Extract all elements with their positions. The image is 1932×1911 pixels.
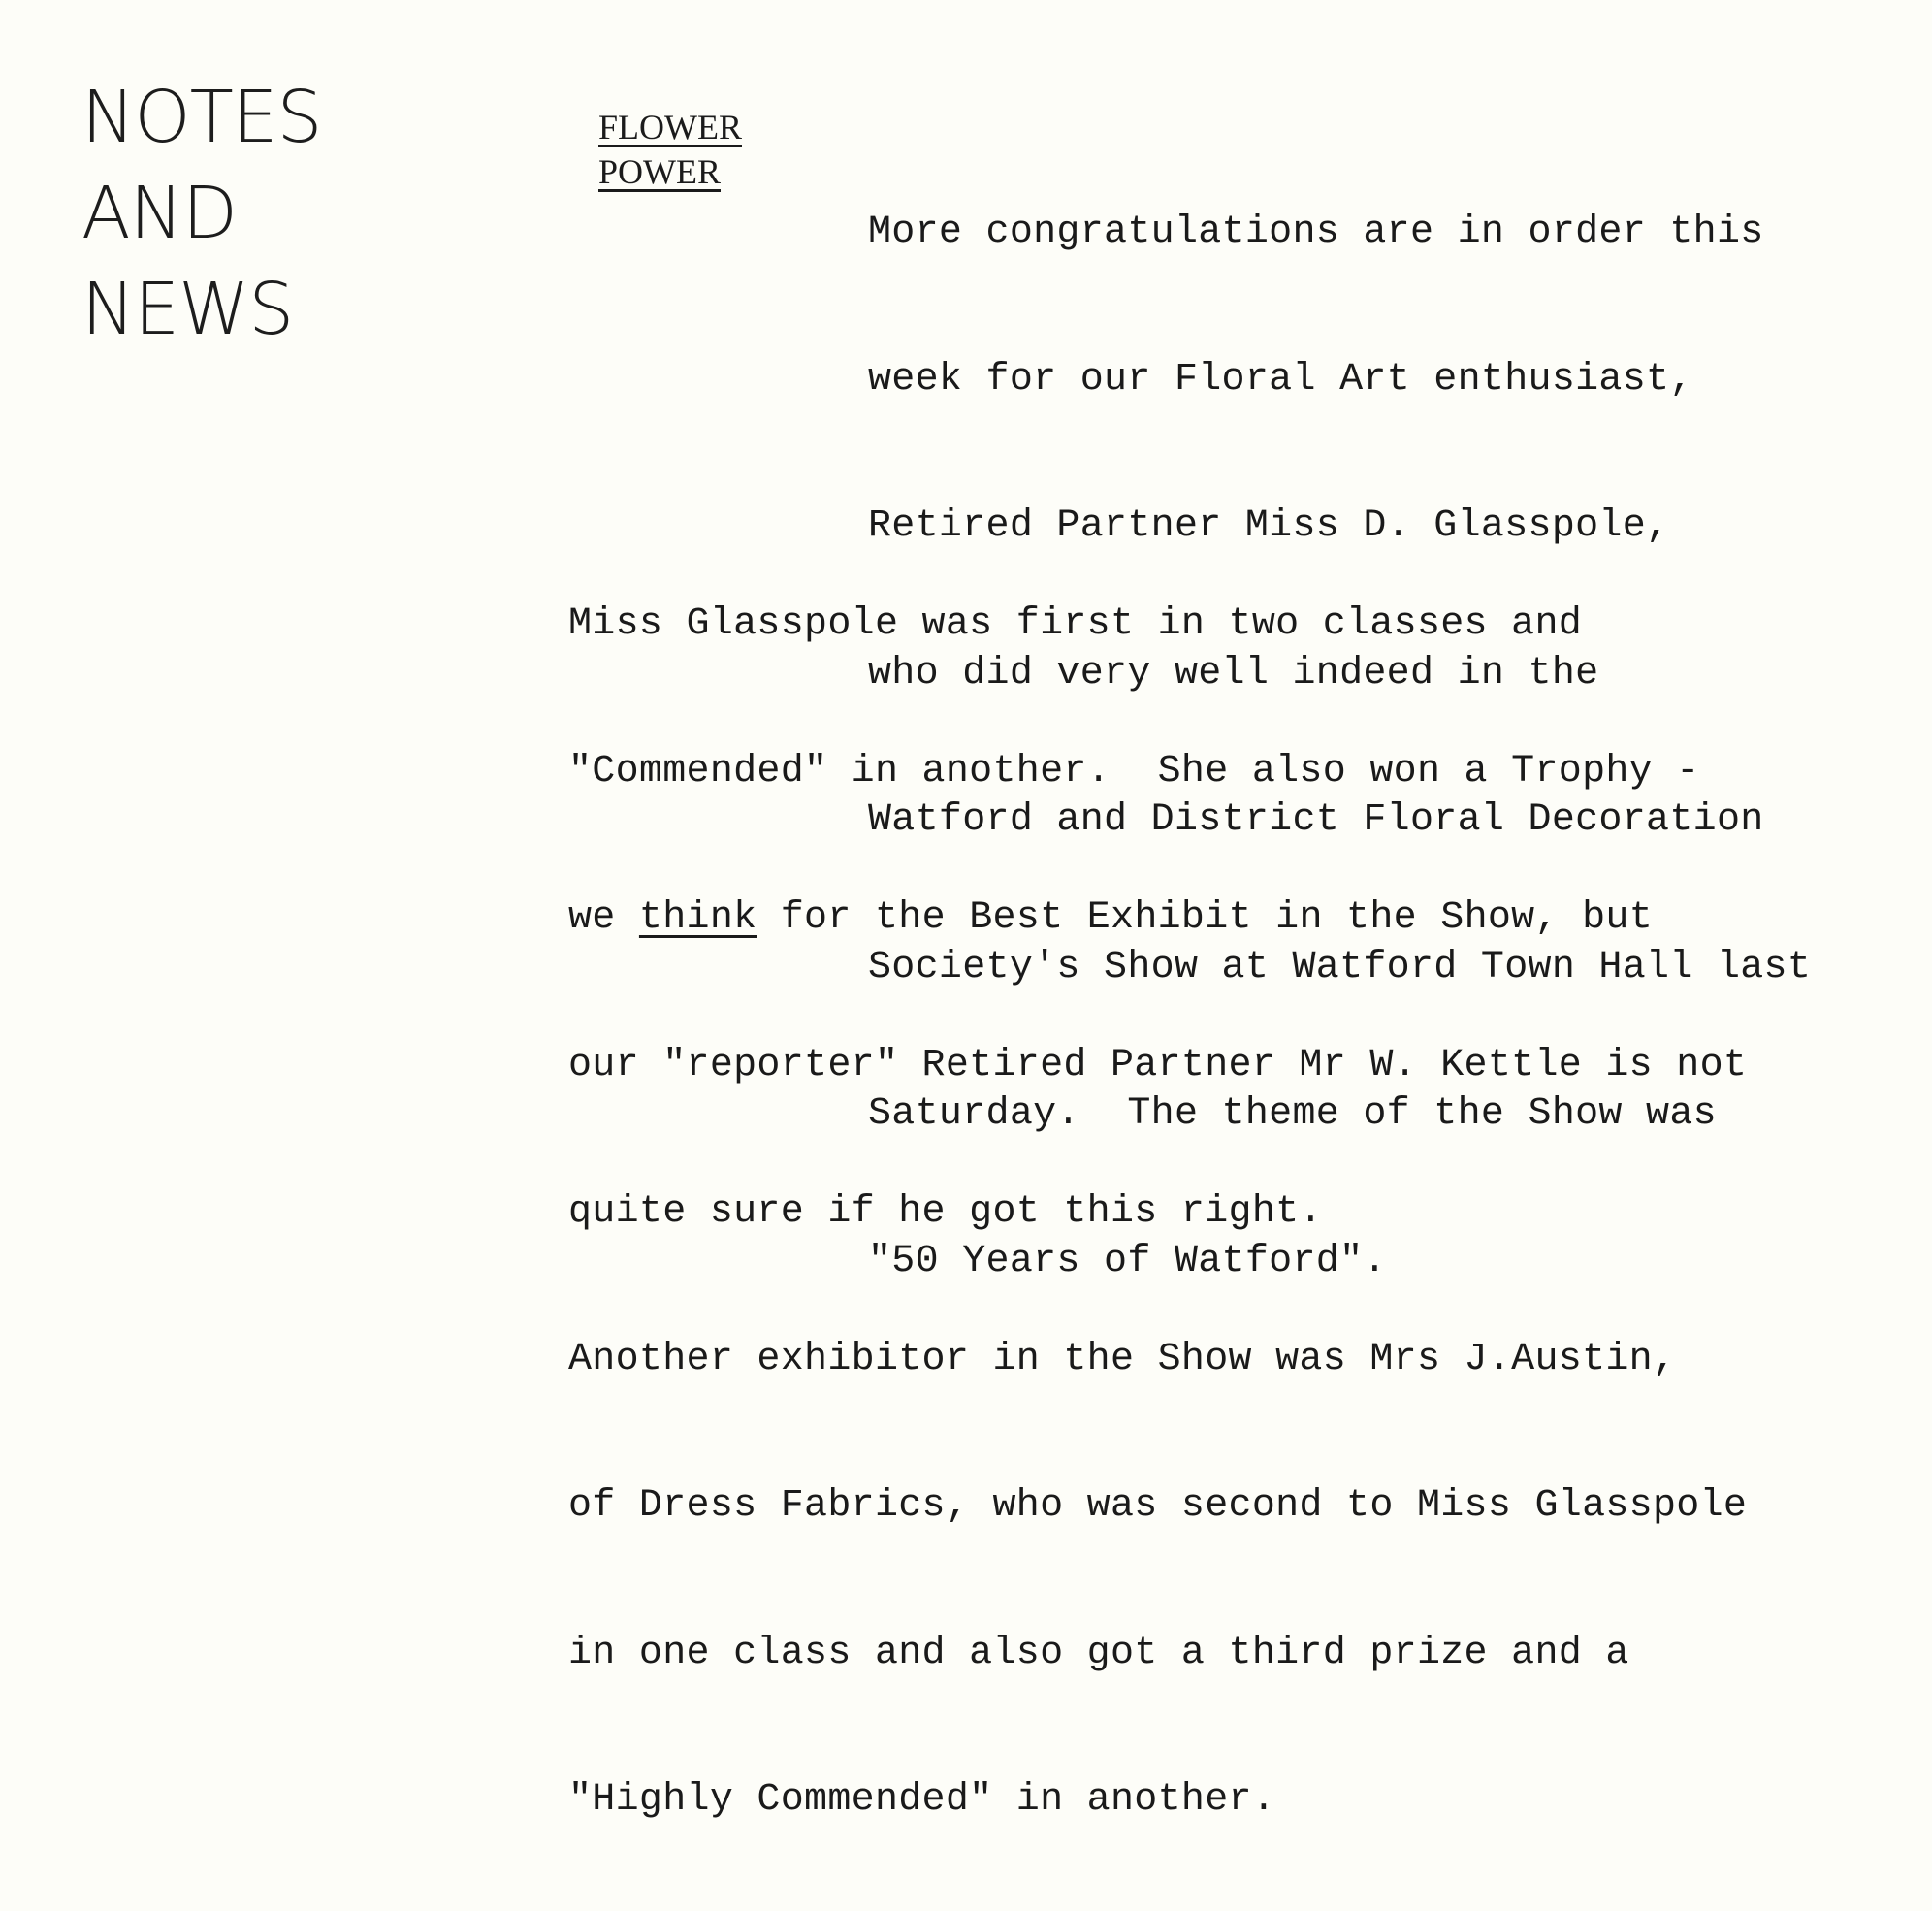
- text-line: [568, 894, 1747, 944]
- text-line: "50 Years of Watford".: [868, 1239, 1387, 1283]
- text-line: Retired Partner Miss D. Glasspole,: [868, 504, 1670, 548]
- text-line: quite sure if he got this right.: [568, 1190, 1323, 1234]
- headline-line: FLOWER: [598, 108, 742, 146]
- text-line: week for our Floral Art enthusiast,: [868, 357, 1693, 402]
- text-line: who did very well indeed in the: [868, 651, 1599, 696]
- emphasized-word: think: [638, 896, 757, 940]
- article-body: [568, 502, 1747, 1911]
- text-line: "Highly Commended" in another.: [568, 1778, 1276, 1822]
- section-title-line: NEWS: [81, 268, 294, 351]
- text-line: Saturday. The theme of the Show was: [868, 1092, 1717, 1136]
- section-title-line: AND: [81, 172, 237, 255]
- text-line: Watford and District Floral Decoration: [868, 798, 1764, 842]
- text-line: "Commended" in another. She also won a Trophy -: [568, 749, 1700, 794]
- article-headline: [598, 105, 742, 194]
- section-title-line: NOTES: [81, 76, 322, 159]
- text-line: our "reporter" Retired Partner Mr W. Kettle is not: [568, 1043, 1748, 1087]
- text-line: Miss Glasspole was first in two classes and: [568, 602, 1583, 646]
- text-fragment: we: [568, 896, 639, 940]
- text-line: of Dress Fabrics, who was second to Miss Glasspole: [568, 1484, 1748, 1528]
- headline-line: POWER: [598, 152, 721, 191]
- text-line: Another exhibitor in the Show was Mrs J.Austin,: [568, 1337, 1677, 1381]
- text-fragment: for the Best Exhibit in the Show, but: [757, 896, 1654, 940]
- text-line: More congratulations are in order this: [868, 211, 1764, 254]
- text-line: Society's Show at Watford Town Hall last: [868, 945, 1812, 989]
- text-line: in one class and also got a third prize and a: [568, 1631, 1629, 1675]
- section-title: [81, 70, 322, 358]
